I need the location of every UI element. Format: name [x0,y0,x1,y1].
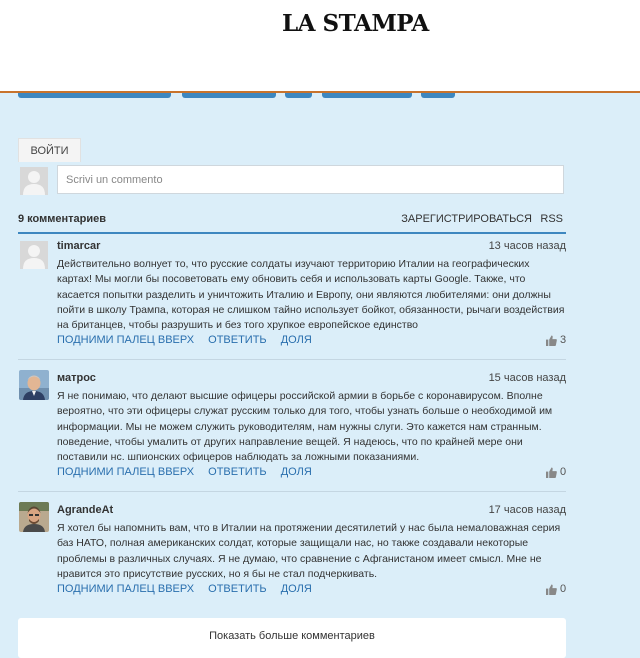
like-count-value: 3 [560,334,567,346]
comment-actions [57,466,323,478]
thumbs-up-icon [546,467,557,478]
nav-item[interactable] [18,93,171,98]
comment-text: Действительно волнует то, что русские солдаты изучают территорию Италии на географических картах! Мы могли бы посоветовать ему обновить себя и использовать карты Google. Также, что касается попытки разделить и уничтожить Италию и Европу, они являются любителями: они должны пойти в школу Трампа, которая не слишком тайно использует бойкот, обязанности, рычаги воздействия на британцев, чтобы разрушить и без того хрупкое европейское единство [57,258,565,332]
like-button[interactable]: ПОДНИМИ ПАЛЕЦ ВВЕРХ [57,466,195,478]
load-more-comments-button[interactable]: Показать больше комментариев [18,618,566,658]
comment-divider [18,359,566,360]
reply-button[interactable]: ОТВЕТИТЬ [208,466,267,478]
nav-item[interactable] [322,93,412,98]
comment-count: 9 комментариев [18,213,107,225]
comments-toolbar [18,210,566,234]
comment-text: Я хотел бы напомнить вам, что в Италии на протяжении десятилетий у нас была немаловажная серия баз НАТО, полная американских солдат, которые защищали нас, но также создавали некоторые проблемы в различных случаях. Я не думаю, что сравнение с Афганистаном имеет смысл. Мне не нравится это присутствие русских, но я бы не стал подчеркивать. [57,522,561,580]
comment-actions [57,583,323,595]
comment-author[interactable]: AgrandeAt [57,504,114,516]
thumbs-up-icon [546,584,557,595]
share-button[interactable]: ДОЛЯ [280,583,312,595]
rss-link[interactable]: RSS [540,213,563,225]
comment-input[interactable] [57,165,564,194]
login-button[interactable]: ВОЙТИ [18,138,81,162]
user-avatar[interactable] [19,502,49,532]
comment-actions [57,334,323,346]
share-button[interactable]: ДОЛЯ [280,466,312,478]
site-logo[interactable]: LA STAMPA [282,10,429,37]
comment-author[interactable]: timarcar [57,240,101,252]
thumbs-up-icon [546,335,557,346]
reply-button[interactable]: ОТВЕТИТЬ [208,583,267,595]
like-count[interactable] [546,334,566,346]
comment-time[interactable]: 15 часов назад [488,372,566,384]
like-button[interactable]: ПОДНИМИ ПАЛЕЦ ВВЕРХ [57,583,195,595]
comment-text: Я не понимаю, что делают высшие офицеры российской армии в борьбе с коронавирусом. Вполне вероятно, что эти офицеры служат русским только для того, чтобы узнать больше о необходимой им информации. Мы не можем служить руководителям, нам нужны слуги. Это кажется нам странным. поведение, чтобы умалить от других направление вещей. Я надеюсь, что по крайней мере они поставили нс. шпионских офицеров наблюдать за ложными показаниями. [57,390,553,464]
comment-author[interactable]: матрос [57,372,96,384]
comment-divider [18,491,566,492]
share-button[interactable]: ДОЛЯ [280,334,312,346]
like-count-value: 0 [560,466,567,478]
like-count[interactable] [546,466,566,478]
nav-item[interactable] [421,93,455,98]
reply-button[interactable]: ОТВЕТИТЬ [208,334,267,346]
nav-item[interactable] [285,93,312,98]
user-avatar[interactable] [19,370,49,400]
comment-time[interactable]: 13 часов назад [488,240,566,252]
nav-item[interactable] [182,93,276,98]
site-header [0,0,640,93]
comment-time[interactable]: 17 часов назад [488,504,566,516]
user-avatar-icon [20,167,48,195]
register-link[interactable]: ЗАРЕГИСТРИРОВАТЬСЯ [401,213,532,225]
like-count-value: 0 [560,583,567,595]
like-button[interactable]: ПОДНИМИ ПАЛЕЦ ВВЕРХ [57,334,195,346]
like-count[interactable] [546,583,566,595]
user-avatar-icon[interactable] [20,241,48,269]
